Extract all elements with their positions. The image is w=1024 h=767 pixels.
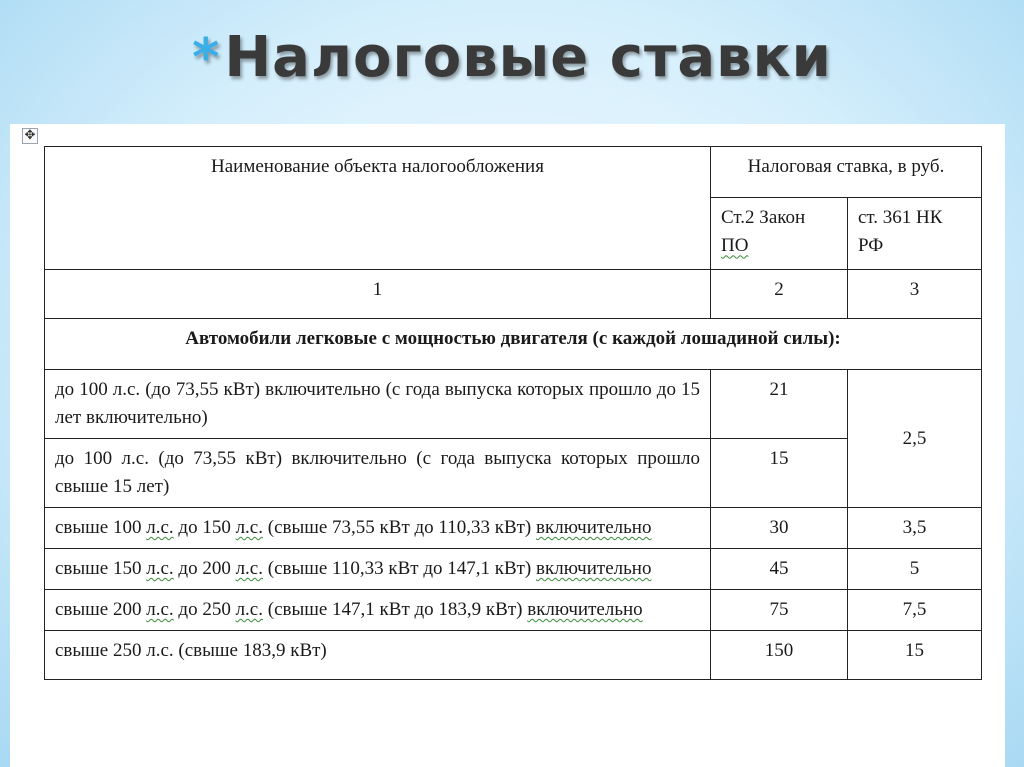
row-4-part: до 200 xyxy=(173,558,236,579)
table-row xyxy=(45,590,982,631)
tax-rates-table xyxy=(44,146,982,680)
merged-nk-rate: 2,5 xyxy=(848,370,982,508)
title-bullet: * xyxy=(192,28,221,88)
col-number-1: 1 xyxy=(45,270,711,319)
slide-title xyxy=(0,18,1024,98)
col-number-3: 3 xyxy=(848,270,982,319)
row-4-part: свыше 150 xyxy=(55,558,147,579)
row-5-part: л.с. xyxy=(235,599,263,620)
row-3-part: л.с. xyxy=(235,517,263,538)
section-title: Автомобили легковые с мощностью двигателя (с каждой лошадиной силы): xyxy=(45,319,982,370)
header-law-line1: Ст.2 Закон xyxy=(721,207,806,229)
header-nk-cell xyxy=(848,198,982,270)
header-law-line2: ПО xyxy=(721,235,749,257)
slide-title-text: Налоговые ставки xyxy=(224,25,832,90)
table-header-row xyxy=(45,147,982,198)
row-4-part: л.с. xyxy=(235,558,263,579)
table-row xyxy=(45,508,982,549)
row-2-law-rate: 15 xyxy=(711,439,848,508)
row-5-part: включительно xyxy=(527,599,643,620)
row-1-name: до 100 л.с. (до 73,55 кВт) включительно (с года выпуска которых прошло до 15 лет включительно) xyxy=(45,370,711,439)
table-row xyxy=(45,631,982,680)
row-3-nk-rate: 3,5 xyxy=(848,508,982,549)
row-4-law-rate: 45 xyxy=(711,549,848,590)
table-row xyxy=(45,549,982,590)
section-row xyxy=(45,319,982,370)
row-3-part: включительно xyxy=(536,517,652,538)
row-5-part: л.с. xyxy=(146,599,174,620)
row-6-name: свыше 250 л.с. (свыше 183,9 кВт) xyxy=(45,631,711,680)
row-5-part: (свыше 147,1 кВт до 183,9 кВт) xyxy=(263,599,528,620)
header-nk-line1: ст. 361 НК xyxy=(858,207,943,229)
header-object-cell xyxy=(45,147,711,270)
table-row xyxy=(45,370,982,439)
row-2-name: до 100 л.с. (до 73,55 кВт) включительно (с года выпуска которых прошло свыше 15 лет) xyxy=(45,439,711,508)
col-number-2: 2 xyxy=(711,270,848,319)
row-3-name xyxy=(45,508,711,549)
row-4-part: (свыше 110,33 кВт до 147,1 кВт) xyxy=(263,558,537,579)
row-5-nk-rate: 7,5 xyxy=(848,590,982,631)
row-3-part: л.с. xyxy=(146,517,174,538)
row-1-law-rate: 21 xyxy=(711,370,848,439)
row-3-part: свыше 100 xyxy=(55,517,147,538)
row-6-nk-rate: 15 xyxy=(848,631,982,680)
header-rate-group-cell xyxy=(711,147,982,198)
row-5-law-rate: 75 xyxy=(711,590,848,631)
row-4-part: включительно xyxy=(536,558,652,579)
column-number-row xyxy=(45,270,982,319)
row-5-name xyxy=(45,590,711,631)
move-arrows-icon[interactable]: ✥ xyxy=(22,128,38,144)
row-4-nk-rate: 5 xyxy=(848,549,982,590)
row-3-part: до 150 xyxy=(173,517,236,538)
row-5-part: свыше 200 xyxy=(55,599,147,620)
row-5-part: до 250 xyxy=(173,599,236,620)
header-law-cell xyxy=(711,198,848,270)
row-3-law-rate: 30 xyxy=(711,508,848,549)
row-4-part: л.с. xyxy=(146,558,174,579)
document-panel xyxy=(10,124,1005,767)
row-3-part: (свыше 73,55 кВт до 110,33 кВт) xyxy=(263,517,537,538)
header-nk-line2: РФ xyxy=(858,235,884,257)
row-4-name xyxy=(45,549,711,590)
table-row xyxy=(45,439,982,508)
header-rate-group-label: Налоговая ставка, в руб. xyxy=(747,156,945,177)
header-object-label: Наименование объекта налогообложения xyxy=(211,156,544,177)
row-6-law-rate: 150 xyxy=(711,631,848,680)
